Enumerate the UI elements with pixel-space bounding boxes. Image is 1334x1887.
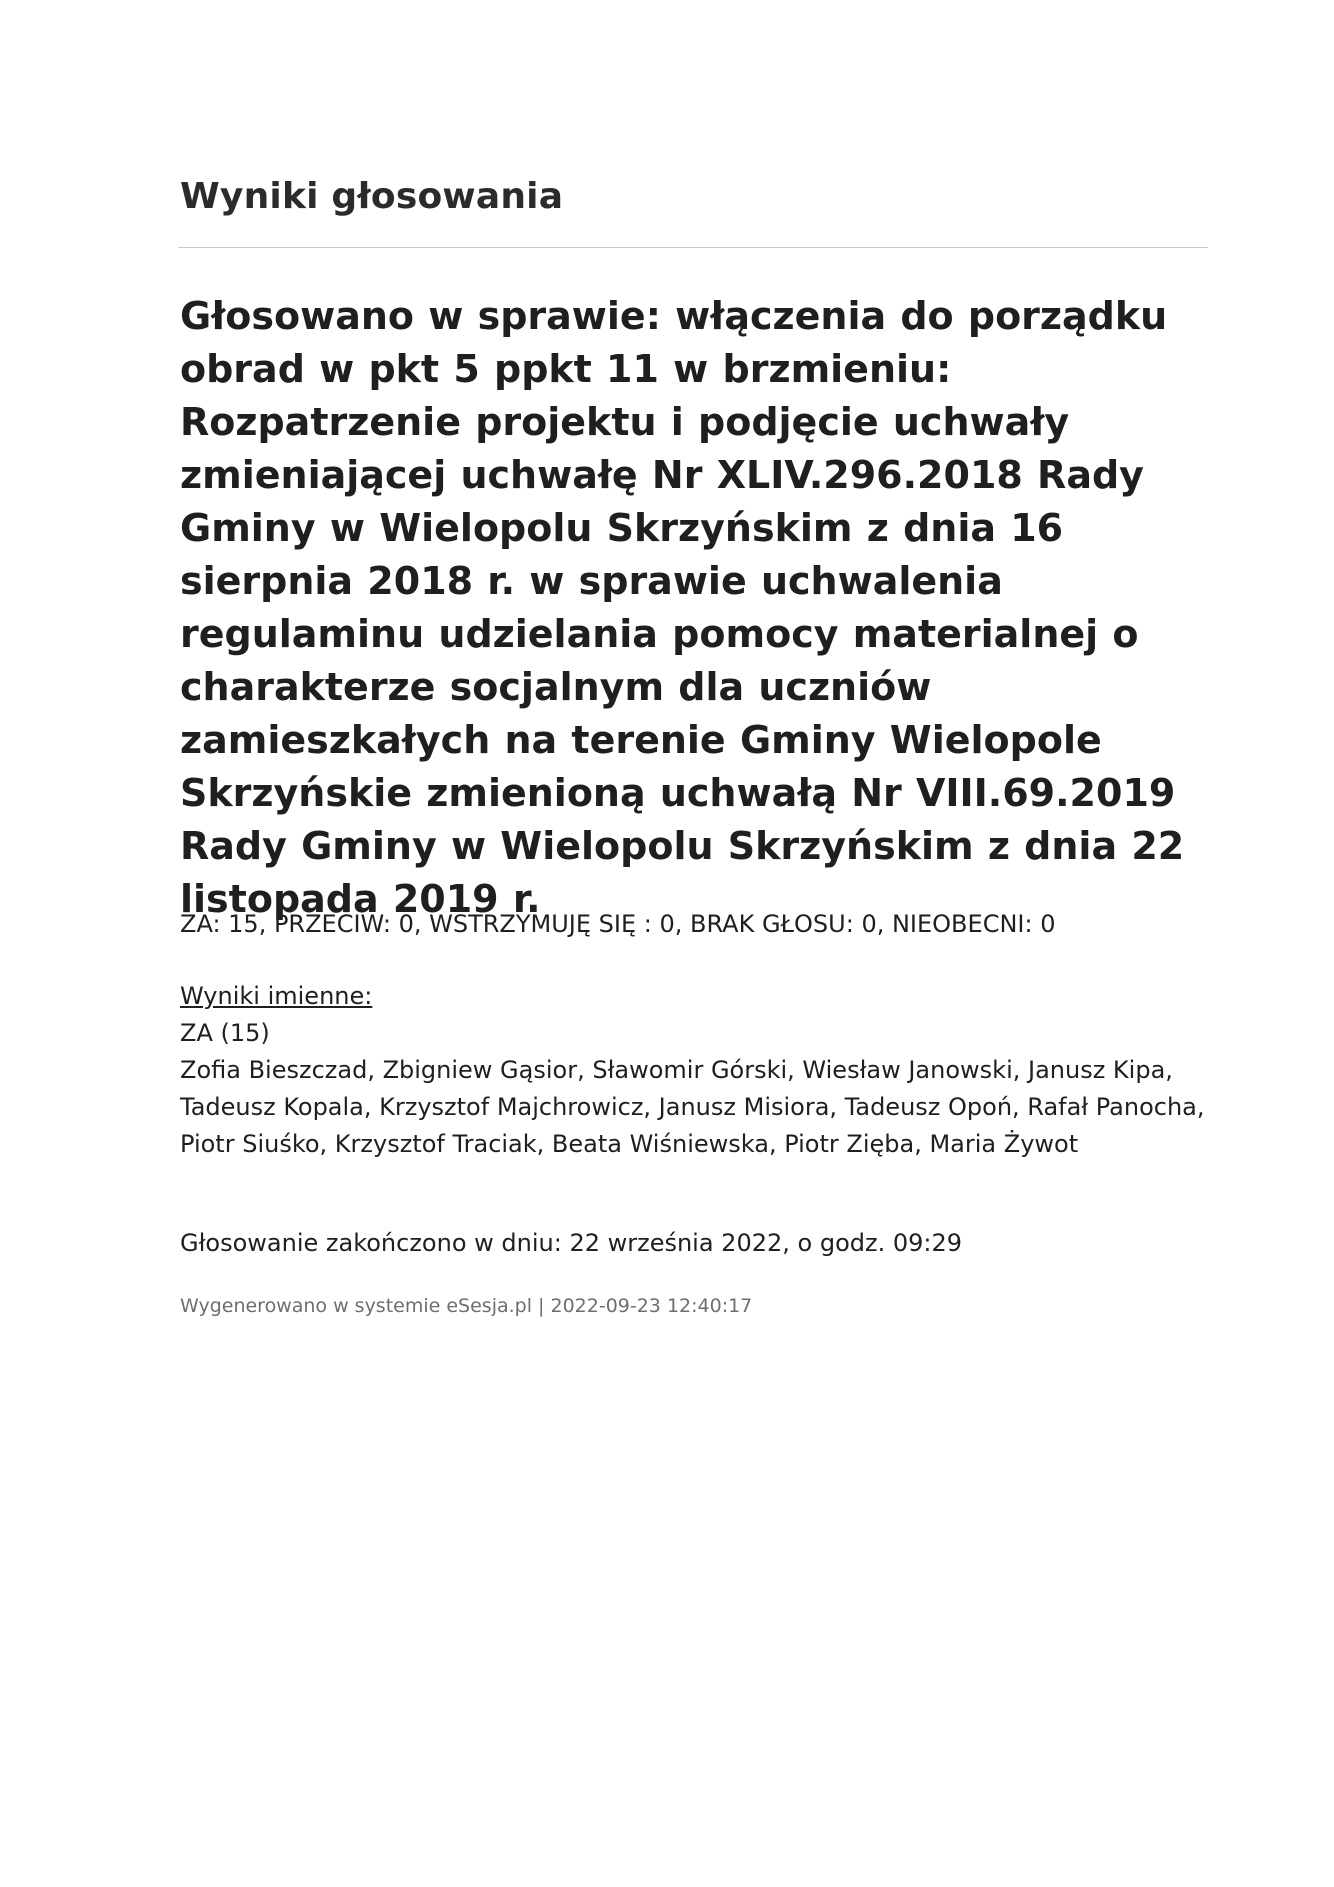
title-divider: [178, 247, 1208, 248]
document-page: [180, 175, 1200, 218]
named-results: [180, 978, 1210, 1163]
vote-closing-time: Głosowanie zakończono w dniu: 22 września 2022, o godz. 09:29: [180, 1229, 963, 1257]
generated-footer: Wygenerowano w systemie eSesja.pl | 2022-09-23 12:40:17: [180, 1295, 753, 1317]
vote-tally: ZA: 15, PRZECIW: 0, WSTRZYMUJĘ SIĘ : 0, BRAK GŁOSU: 0, NIEOBECNI: 0: [180, 910, 1056, 938]
page-title: Wyniki głosowania: [180, 176, 564, 217]
vote-subject: Głosowano w sprawie: włączenia do porządku obrad w pkt 5 ppkt 11 w brzmieniu: Rozpatrzenie projektu i podjęcie uchwały zmieniającej uchwałę Nr XLIV.296.2018 Rady Gminy w Wielopolu Skrzyńskim z dnia 16 sierpnia 2018 r. w sprawie uchwalenia regulaminu udzielania pomocy materialnej o charakterze socjalnym dla uczniów zamieszkałych na terenie Gminy Wielopole Skrzyńskie zmienioną uchwałą Nr VIII.69.2019 Rady Gminy w Wielopolu Skrzyńskim z dnia 22 listopada 2019 r.: [180, 294, 1185, 921]
vote-group-label: ZA (15): [180, 1019, 270, 1047]
vote-group-names: Zofia Bieszczad, Zbigniew Gąsior, Sławomir Górski, Wiesław Janowski, Janusz Kipa, Tadeusz Kopala, Krzysztof Majchrowicz, Janusz Misiora, Tadeusz Opoń, Rafał Panocha, Piotr Siuśko, Krzysztof Traciak, Beata Wiśniewska, Piotr Zięba, Maria Żywot: [180, 1056, 1205, 1158]
named-results-heading: Wyniki imienne:: [180, 982, 373, 1010]
